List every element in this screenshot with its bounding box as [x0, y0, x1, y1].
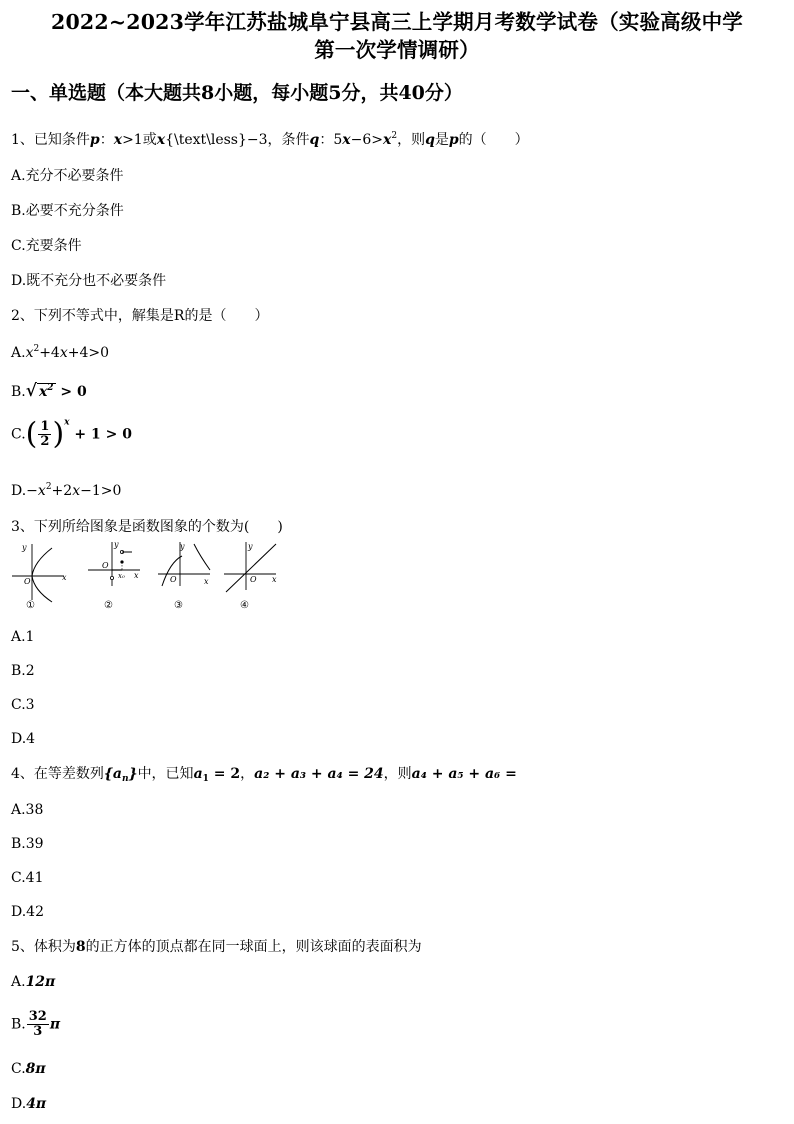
- question-4-option-a: A.38: [11, 802, 44, 818]
- svg-text:y: y: [114, 540, 119, 549]
- question-2-option-c: C.( $\frac{1}{2}$ )$^x$ + 1 > 0: [11, 416, 132, 452]
- fraction-one-half: $\frac{1}{2}$: [40, 419, 50, 449]
- question-3-option-a: A.1: [11, 629, 35, 645]
- svg-text:O: O: [250, 575, 257, 584]
- question-4-option-c: C.41: [11, 870, 44, 886]
- question-3-option-b: B.2: [11, 663, 35, 679]
- document-title-line-1: 2022~2023学年江苏盐城阜宁县高三上学期月考数学试卷（实验高级中学: [51, 10, 743, 34]
- question-2-option-a: $A.x^2+4x+4>0$: [11, 344, 110, 361]
- graph-2-label: ②: [104, 600, 113, 611]
- question-2-stem: 2、下列不等式中，解集是R的是（ ）: [11, 308, 269, 324]
- question-5-option-d: D.4π: [11, 1096, 47, 1112]
- graph-4: [222, 540, 282, 612]
- question-1-stem: 1、已知条件p：x>1或x{\text\less}−3，条件q：$5x-6>x^2$，则q是p的（ ）: [11, 131, 529, 148]
- svg-text:y: y: [180, 542, 185, 551]
- section-heading: 一、单选题（本大题共8小题，每小题5分，共40分）: [11, 82, 463, 104]
- svg-text:x: x: [204, 577, 209, 586]
- question-5-option-c: C.8π: [11, 1061, 46, 1077]
- svg-text:y: y: [248, 542, 253, 551]
- graph-4-label: ④: [240, 600, 249, 611]
- fraction-32-over-3: $\frac{32}{3}$: [28, 1009, 47, 1039]
- svg-text:y: y: [22, 543, 27, 552]
- question-4-stem: 4、在等差数列$\{a_n\}$中，已知$a_1 = 2$，a₂ + a₃ + a₄ = 24，则a₄ + a₅ + a₆ =: [11, 766, 517, 784]
- question-5-option-a: A.12π: [11, 974, 56, 990]
- document-title-line-2: 第一次学情调研）: [314, 38, 480, 62]
- question-4-option-d: D.42: [11, 904, 44, 920]
- question-2-option-b: B.√ $x^2 > 0$: [11, 381, 87, 401]
- question-1-option-c: C.充要条件: [11, 238, 82, 254]
- question-2-option-d: $D.-x^2+2x-1>0$: [11, 482, 122, 499]
- svg-text:O: O: [102, 561, 109, 570]
- svg-text:x: x: [134, 571, 139, 580]
- graph-3: [156, 540, 216, 612]
- svg-text:O: O: [24, 577, 31, 586]
- question-1-option-a: A.充分不必要条件: [11, 168, 124, 184]
- question-3-stem: 3、下列所给图象是函数图象的个数为( ): [11, 519, 283, 535]
- question-3-option-c: C.3: [11, 697, 35, 713]
- graph-1-label: ①: [26, 600, 35, 611]
- svg-text:x₀: x₀: [118, 572, 125, 580]
- svg-text:O: O: [170, 575, 177, 584]
- question-3-option-d: D.4: [11, 731, 36, 747]
- graph-2: [86, 540, 146, 612]
- graph-1: [10, 540, 70, 612]
- graph-3-label: ③: [174, 600, 183, 611]
- question-1-option-d: D.既不充分也不必要条件: [11, 273, 167, 289]
- svg-text:x: x: [62, 573, 67, 582]
- question-5-option-b: B. $\frac{32}{3}$ π: [11, 1009, 61, 1039]
- svg-text:x: x: [272, 575, 277, 584]
- question-4-option-b: B.39: [11, 836, 44, 852]
- question-5-stem: 5、体积为8的正方体的顶点都在同一球面上，则该球面的表面积为: [11, 939, 422, 955]
- question-1-option-b: B.必要不充分条件: [11, 203, 124, 219]
